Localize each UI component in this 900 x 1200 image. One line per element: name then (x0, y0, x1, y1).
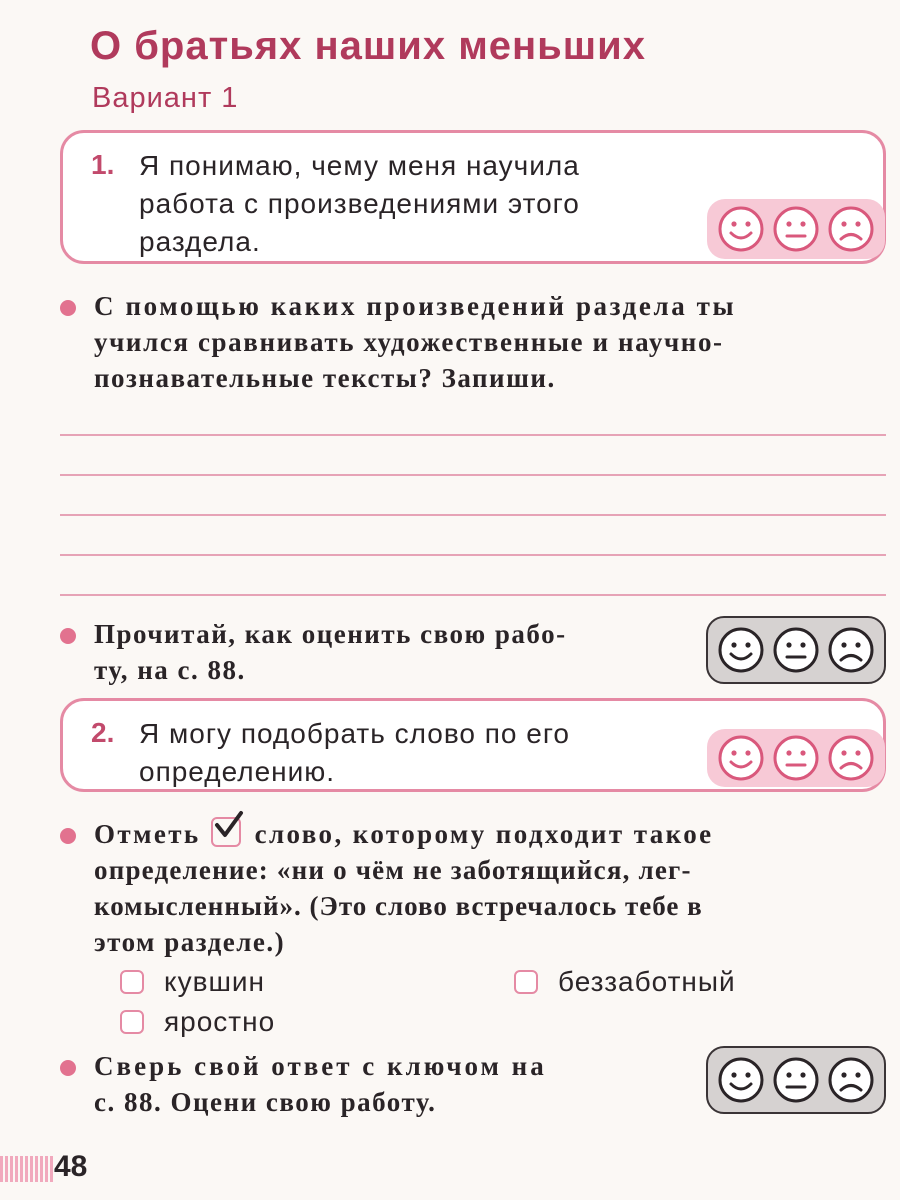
bullet-icon (60, 628, 76, 644)
happy-face-icon[interactable] (717, 1056, 765, 1104)
option-bezzabotny[interactable] (514, 966, 736, 998)
page-number-stripe (0, 1156, 54, 1182)
self-assessment-box-1 (60, 130, 886, 264)
smiley-rating-check-1[interactable] (706, 616, 886, 684)
option-label: беззаботный (558, 966, 736, 997)
instruction-line: Прочитай, как оценить свою рабо- (94, 619, 567, 649)
option-checkbox[interactable] (120, 1010, 144, 1034)
task-statement-1 (139, 147, 580, 261)
neutral-face-icon[interactable] (772, 734, 820, 782)
variant-label: Вариант 1 (92, 82, 239, 114)
sad-face-icon[interactable] (827, 734, 875, 782)
statement-line: работа с произведениями этого (139, 188, 580, 219)
option-label: кувшин (164, 966, 266, 997)
question-lead: Отметь (94, 819, 201, 849)
sad-face-icon[interactable] (827, 1056, 875, 1104)
smiley-rating-2[interactable] (707, 729, 885, 787)
question-line-1 (94, 816, 884, 852)
option-checkbox[interactable] (514, 970, 538, 994)
statement-line: Я могу подобрать слово по его (139, 718, 570, 749)
answer-line[interactable] (60, 474, 886, 476)
instruction-line: с. 88. Оцени свою работу. (94, 1087, 437, 1117)
answer-line[interactable] (60, 554, 886, 556)
statement-line: определению. (139, 756, 336, 787)
question-line: учился сравнивать художественные и научно- (94, 327, 724, 357)
question-line: этом разделе.) (94, 927, 286, 957)
instruction-1 (94, 616, 674, 688)
answer-line[interactable] (60, 594, 886, 596)
smiley-rating-1[interactable] (707, 199, 885, 259)
happy-face-icon[interactable] (717, 626, 765, 674)
bullet-icon (60, 1060, 76, 1076)
check-mark-icon (211, 817, 241, 847)
page-number: 48 (54, 1150, 88, 1183)
bullet-icon (60, 300, 76, 316)
neutral-face-icon[interactable] (772, 626, 820, 674)
happy-face-icon[interactable] (717, 734, 765, 782)
happy-face-icon[interactable] (717, 205, 765, 253)
option-label: яростно (164, 1006, 276, 1037)
question-line: С помощью каких произведений раздела ты (94, 291, 737, 321)
option-kuvshin[interactable] (120, 966, 265, 998)
page-title: О братьях наших меньших (90, 24, 646, 68)
neutral-face-icon[interactable] (772, 1056, 820, 1104)
answer-line[interactable] (60, 434, 886, 436)
instruction-line: Сверь свой ответ с ключом на (94, 1051, 547, 1081)
instruction-2 (94, 1048, 674, 1120)
question-line: определение: «ни о чём не заботящийся, лег- (94, 855, 692, 885)
question-1 (94, 288, 884, 396)
question-line-rest: слово, которому подходит такое (254, 819, 714, 849)
option-checkbox[interactable] (120, 970, 144, 994)
statement-line: раздела. (139, 226, 261, 257)
task-number-2: 2. (91, 717, 115, 748)
task-number-1: 1. (91, 149, 115, 180)
answer-line[interactable] (60, 514, 886, 516)
question-line: комысленный». (Это слово встречалось тебе в (94, 891, 703, 921)
option-yarostno[interactable] (120, 1006, 275, 1038)
instruction-line: ту, на с. 88. (94, 655, 246, 685)
statement-line: Я понимаю, чему меня научила (139, 150, 580, 181)
bullet-icon (60, 828, 76, 844)
neutral-face-icon[interactable] (772, 205, 820, 253)
smiley-rating-check-2[interactable] (706, 1046, 886, 1114)
self-assessment-box-2 (60, 698, 886, 792)
question-2 (94, 816, 884, 960)
sad-face-icon[interactable] (827, 626, 875, 674)
question-line: познавательные тексты? Запиши. (94, 363, 556, 393)
sad-face-icon[interactable] (827, 205, 875, 253)
task-statement-2 (139, 715, 570, 791)
